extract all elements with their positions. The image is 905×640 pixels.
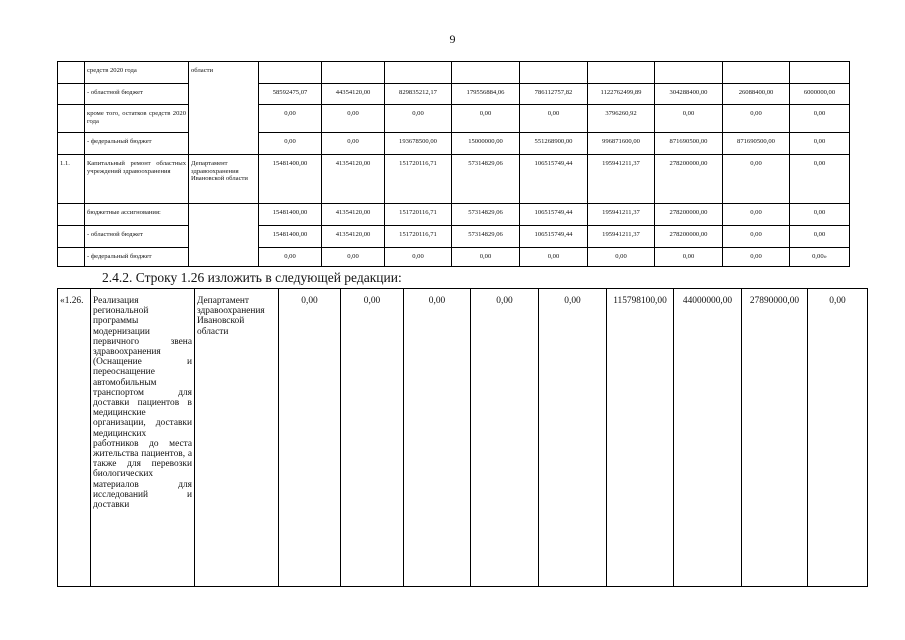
row-name: - областной бюджет [85,84,189,105]
value-cell: 41354120,00 [322,155,385,204]
table-row [58,133,850,155]
row-name: - федеральный бюджет [85,133,189,155]
value-cell: 0,00 [723,248,790,267]
value-cell: 0,00 [259,133,322,155]
value-cell: 106515749,44 [520,226,588,248]
row-number [58,84,85,105]
value-cell: 26088400,00 [723,84,790,105]
value-cell: 0,00 [322,105,385,133]
value-cell: 151720116,71 [385,155,452,204]
value-cell: 0,00 [790,226,850,248]
value-cell: 115798100,00 [607,289,674,587]
value-cell: 1122762499,89 [588,84,655,105]
value-cell: 106515749,44 [520,155,588,204]
value-cell: 0,00 [808,289,868,587]
value-cell: 996871600,00 [588,133,655,155]
value-cell: 0,00 [385,248,452,267]
value-cell: 551268900,00 [520,133,588,155]
value-cell: 0,00 [520,248,588,267]
table-row [58,62,850,84]
value-cell: 0,00 [790,133,850,155]
value-cell: 15481400,00 [259,204,322,226]
section-heading: 2.4.2. Строку 1.26 изложить в следующей редакции: [102,270,402,285]
value-cell: 41354120,00 [322,204,385,226]
budget-table-row-1-26 [57,288,868,587]
value-cell: 106515749,44 [520,204,588,226]
row-organization: Департамент здравоохранения Ивановской области [189,155,259,204]
row-number [58,204,85,226]
value-cell: 6000000,00 [790,84,850,105]
value-cell: 304288400,00 [655,84,723,105]
value-cell: 0,00 [723,155,790,204]
value-cell: 15481400,00 [259,155,322,204]
value-cell [588,62,655,84]
value-cell: 0,00 [341,289,404,587]
value-cell: 195941211,37 [588,226,655,248]
value-cell: 786112757,82 [520,84,588,105]
table-row [58,155,850,204]
row-name: бюджетные ассигнования: [85,204,189,226]
value-cell: 44000000,00 [674,289,742,587]
row-number: «1.26. [58,289,91,587]
value-cell: 0,00 [539,289,607,587]
value-cell: 41354120,00 [322,226,385,248]
value-cell: 0,00 [452,248,520,267]
row-name: - федеральный бюджет [85,248,189,267]
value-cell: 151720116,71 [385,204,452,226]
value-cell: 193678500,00 [385,133,452,155]
value-cell: 0,00 [322,133,385,155]
value-cell: 0,00 [520,105,588,133]
value-cell: 0,00 [723,105,790,133]
value-cell: 195941211,37 [588,204,655,226]
value-cell: 278200000,00 [655,155,723,204]
row-name: Реализация региональной программы модернизации первичного звена здравоохранения (Оснащение и переоснащение автомобильным транспортом для доставки пациентов в медицинские организации, доставки медицинских работников до места жительства пациентов, а также для перевозки биологических материалов для исследований и доставки [91,289,195,587]
value-cell: 0,00 [404,289,471,587]
row-organization [189,84,259,105]
row-number [58,248,85,267]
value-cell: 278200000,00 [655,204,723,226]
row-name: кроме того, остатков средств 2020 года [85,105,189,133]
row-organization [189,226,259,248]
value-cell [520,62,588,84]
value-cell: 58592475,07 [259,84,322,105]
row-organization [189,133,259,155]
value-cell: 829835212,17 [385,84,452,105]
row-organization: Департамент здравоохранения Ивановской области [195,289,279,587]
value-cell: 0,00 [655,105,723,133]
value-cell: 0,00 [588,248,655,267]
value-cell: 0,00 [452,105,520,133]
row-organization [189,105,259,133]
row-organization [189,248,259,267]
table-row [58,105,850,133]
row-number [58,105,85,133]
page-number: 9 [449,32,456,46]
table-row [58,289,868,587]
row-organization: области [189,62,259,84]
value-cell: 151720116,71 [385,226,452,248]
value-cell: 57314829,06 [452,155,520,204]
row-number: 1.1. [58,155,85,204]
value-cell [790,62,850,84]
table-row [58,84,850,105]
value-cell: 871690500,00 [655,133,723,155]
value-cell: 0,00» [790,248,850,267]
value-cell [385,62,452,84]
value-cell: 0,00 [790,204,850,226]
value-cell: 0,00 [279,289,341,587]
value-cell: 57314829,06 [452,226,520,248]
value-cell: 278200000,00 [655,226,723,248]
value-cell: 27890000,00 [742,289,808,587]
row-name: Капитальный ремонт областных учреждений здравоохранения [85,155,189,204]
row-organization [189,204,259,226]
value-cell [259,62,322,84]
value-cell [452,62,520,84]
value-cell: 0,00 [259,105,322,133]
value-cell: 44354120,00 [322,84,385,105]
value-cell [322,62,385,84]
value-cell: 0,00 [790,155,850,204]
value-cell: 3796260,92 [588,105,655,133]
budget-table-top [57,61,850,267]
value-cell: 0,00 [259,248,322,267]
table-row [58,226,850,248]
value-cell [655,62,723,84]
value-cell: 0,00 [790,105,850,133]
value-cell: 15000000,00 [452,133,520,155]
value-cell: 871690500,00 [723,133,790,155]
value-cell: 57314829,06 [452,204,520,226]
value-cell: 15481400,00 [259,226,322,248]
value-cell [723,62,790,84]
value-cell: 0,00 [723,226,790,248]
row-name: средств 2020 года [85,62,189,84]
table-row [58,248,850,267]
row-number [58,133,85,155]
value-cell: 0,00 [723,204,790,226]
value-cell: 195941211,37 [588,155,655,204]
value-cell: 0,00 [322,248,385,267]
value-cell: 0,00 [471,289,539,587]
value-cell: 179556884,06 [452,84,520,105]
row-number [58,62,85,84]
value-cell: 0,00 [655,248,723,267]
table-row [58,204,850,226]
row-name: - областной бюджет [85,226,189,248]
value-cell: 0,00 [385,105,452,133]
row-number [58,226,85,248]
